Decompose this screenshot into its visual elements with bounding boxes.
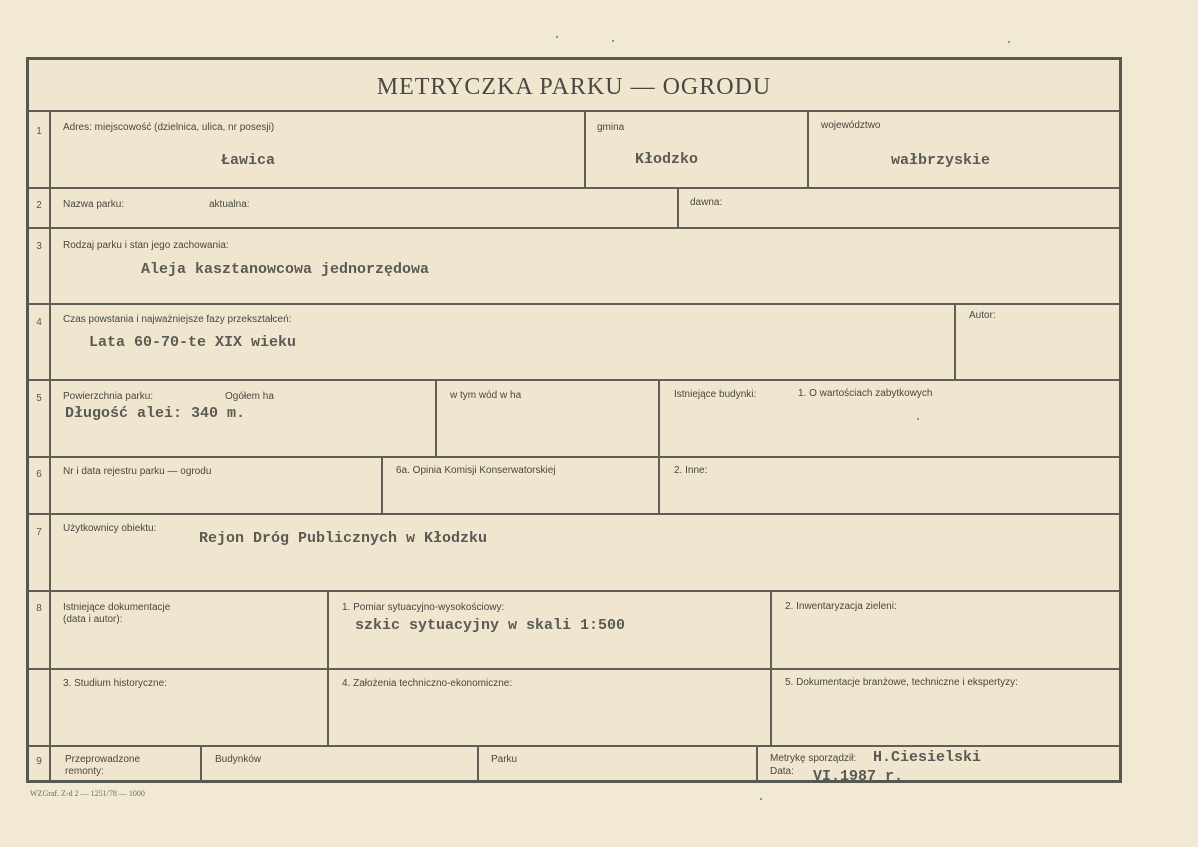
park-repairs-label: Parku: [491, 754, 518, 765]
divider: [807, 110, 809, 187]
divider: [381, 456, 383, 513]
existing-buildings-label: Istniejące budynki:: [674, 389, 757, 400]
survey-value: szkic sytuacyjny w skali 1:500: [355, 617, 626, 634]
row-number: 4: [36, 317, 42, 328]
former-name-label: dawna:: [690, 197, 723, 208]
other-buildings-label: 2. Inne:: [674, 465, 708, 476]
users-value: Rejon Dróg Publicznych w Kłodzku: [199, 530, 488, 547]
divider: [477, 745, 479, 783]
author-label: Autor:: [969, 310, 996, 321]
divider: [29, 187, 1119, 189]
voivodeship-value: wałbrzyskie: [891, 152, 991, 169]
paper-speck: [760, 798, 762, 800]
print-footer: WZGraf. Z-d 2 — 1251/78 — 1000: [30, 789, 145, 798]
monument-value-label: 1. O wartościach zabytkowych: [798, 388, 933, 399]
branch-documentation-label: 5. Dokumentacje branżowe, techniczne i ekspertyzy:: [785, 677, 1018, 688]
divider: [29, 379, 1119, 381]
documentation-label: Istniejące dokumentacje: [63, 602, 171, 613]
divider: [29, 456, 1119, 458]
current-name-label: aktualna:: [209, 199, 250, 210]
register-label: Nr i data rejestru parku — ogrodu: [63, 466, 212, 477]
divider: [29, 745, 1119, 747]
divider: [770, 590, 772, 745]
buildings-repairs-label: Budynków: [215, 754, 262, 765]
greenery-inventory-label: 2. Inwentaryzacja zieleni:: [785, 601, 897, 612]
row-number: 1: [36, 126, 42, 137]
divider: [584, 110, 586, 187]
address-value: Ławica: [221, 152, 276, 169]
users-label: Użytkownicy obiektu:: [63, 523, 157, 534]
voivodeship-label: województwo: [821, 120, 881, 131]
gmina-value: Kłodzko: [635, 151, 699, 168]
origin-time-label: Czas powstania i najważniejsze fazy przekształceń:: [63, 314, 292, 325]
origin-time-value: Lata 60-70-te XIX wieku: [89, 334, 297, 351]
park-type-value: Aleja kasztanowcowa jednorzędowa: [141, 261, 430, 278]
row-number: 7: [36, 527, 42, 538]
number-column-line: [49, 110, 51, 783]
area-value: Długość alei: 340 m.: [65, 405, 246, 422]
divider: [29, 590, 1119, 592]
paper-speck: [917, 418, 919, 420]
divider: [435, 379, 437, 456]
date-value: VI.1987 r.: [813, 768, 904, 785]
card-title: METRYCZKA PARKU — OGRODU: [376, 74, 772, 100]
commission-opinion-label: 6a. Opinia Komisji Konserwatorskiej: [396, 465, 556, 476]
survey-label: 1. Pomiar sytuacyjno-wysokościowy:: [342, 602, 505, 613]
divider: [29, 227, 1119, 229]
divider: [200, 745, 202, 783]
divider: [29, 513, 1119, 515]
economic-assumptions-label: 4. Założenia techniczno-ekonomiczne:: [342, 678, 513, 689]
row-number: 8: [36, 603, 42, 614]
divider: [954, 303, 956, 379]
row-number: 2: [36, 200, 42, 211]
row-number: 6: [36, 469, 42, 480]
water-area-label: w tym wód w ha: [450, 390, 522, 401]
compiled-by-value: H.Ciesielski: [873, 749, 982, 766]
divider: [327, 590, 329, 745]
total-area-label: Ogółem ha: [225, 391, 274, 402]
row-number: 3: [36, 241, 42, 252]
paper-speck: [612, 40, 614, 42]
repairs-label: Przeprowadzone: [65, 754, 141, 765]
divider: [658, 379, 660, 513]
park-name-label: Nazwa parku:: [63, 199, 125, 210]
park-type-label: Rodzaj parku i stan jego zachowania:: [63, 240, 229, 251]
divider: [29, 668, 1119, 670]
repairs-sublabel: remonty:: [65, 766, 104, 777]
date-label: Data:: [770, 766, 794, 777]
gmina-label: gmina: [597, 122, 625, 133]
divider: [677, 187, 679, 227]
paper-speck: [1008, 41, 1010, 43]
documentation-sublabel: (data i autor):: [63, 614, 123, 625]
divider: [29, 110, 1119, 112]
paper-speck: [556, 36, 558, 38]
compiled-by-label: Metrykę sporządził:: [770, 753, 857, 764]
area-label: Powierzchnia parku:: [63, 391, 154, 402]
row-number: 9: [36, 756, 42, 767]
divider: [756, 745, 758, 783]
historical-study-label: 3. Studium historyczne:: [63, 678, 167, 689]
park-record-card: [26, 57, 1122, 783]
row-number: 5: [36, 393, 42, 404]
address-label: Adres: miejscowość (dzielnica, ulica, nr posesji): [63, 122, 275, 133]
